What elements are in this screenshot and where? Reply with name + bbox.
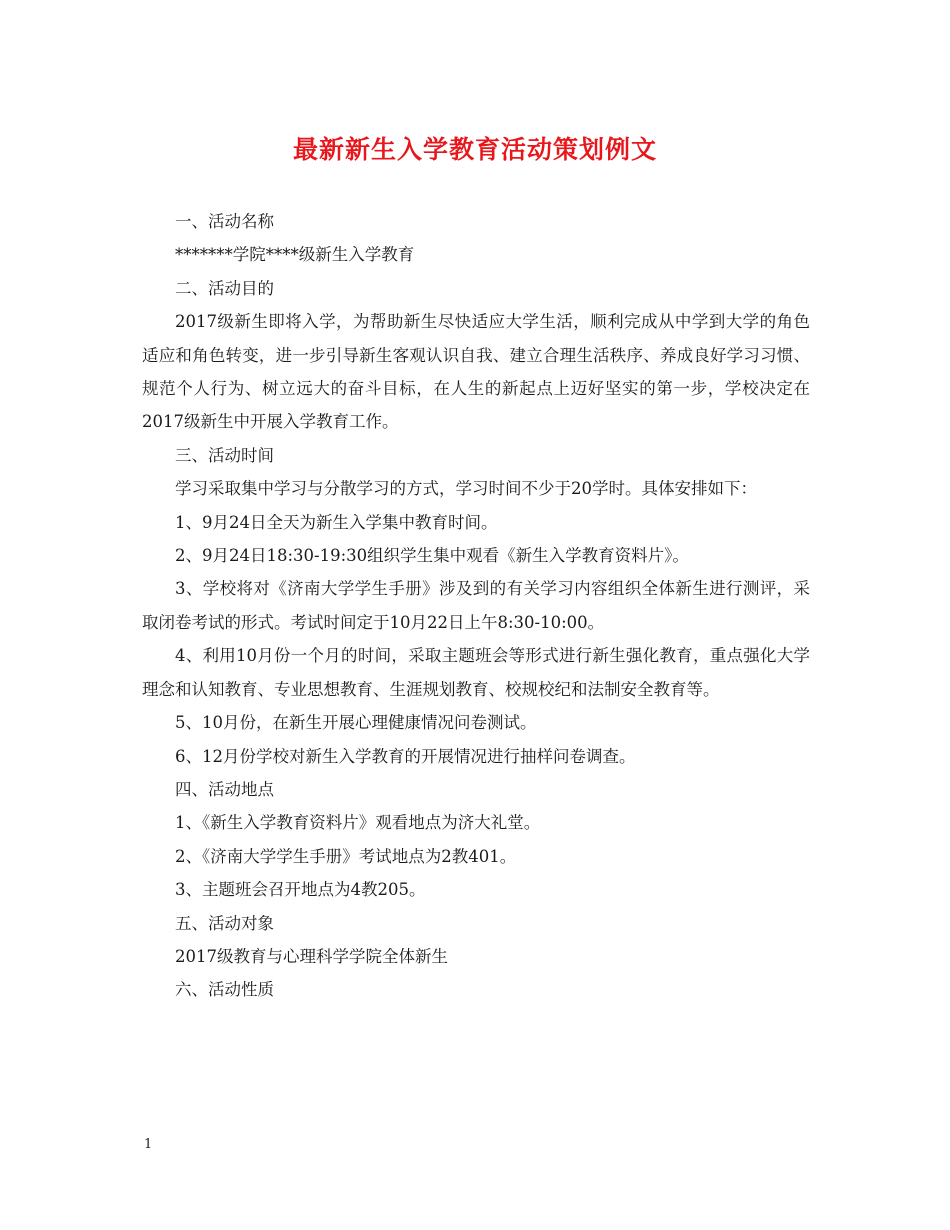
list-item: 4、利用10月份一个月的时间，采取主题班会等形式进行新生强化教育，重点强化大学理念和认知教育、专业思想教育、生涯规划教育、校规校纪和法制安全教育等。 (142, 646, 810, 699)
list-item: 3、学校将对《济南大学学生手册》涉及到的有关学习内容组织全体新生进行测评，采取闭卷考试的形式。考试时间定于10月22日上午8:30-10:00。 (142, 579, 810, 632)
section-heading: 一、活动名称 (175, 212, 274, 231)
paragraph: 2017级新生即将入学，为帮助新生尽快适应大学生活，顺利完成从中学到大学的角色适应和角色转变，进一步引导新生客观认识自我、建立合理生活秩序、养成良好学习习惯、规范个人行为、树立远大的奋斗目标，在人生的新起点上迈好坚实的第一步，学校决定在2017级新生中开展入学教育工作。 (142, 312, 810, 432)
page-number: 1 (144, 1137, 153, 1152)
paragraph: 学习采取集中学习与分散学习的方式，学习时间不少于20学时。具体安排如下： (175, 479, 757, 499)
paragraph: *******学院****级新生入学教育 (175, 245, 415, 265)
list-item: 3、主题班会召开地点为4教205。 (175, 880, 426, 900)
list-item: 2、9月24日18:30-19:30组织学生集中观看《新生入学教育资料片》。 (175, 546, 689, 566)
list-item: 2、《济南大学学生手册》考试地点为2教401。 (175, 846, 517, 866)
page-title: 最新新生入学教育活动策划例文 (292, 135, 657, 164)
section-heading: 三、活动时间 (175, 445, 274, 465)
section-heading: 四、活动地点 (175, 779, 274, 799)
paragraph: 2017级教育与心理科学学院全体新生 (175, 946, 448, 966)
list-item: 1、9月24日全天为新生入学集中教育时间。 (175, 512, 498, 532)
section-heading: 二、活动目的 (175, 278, 274, 298)
document-body (142, 205, 810, 1007)
section-heading: 五、活动对象 (175, 913, 274, 933)
section-heading: 六、活动性质 (175, 980, 274, 1000)
list-item: 1、《新生入学教育资料片》观看地点为济大礼堂。 (175, 813, 541, 833)
list-item: 6、12月份学校对新生入学教育的开展情况进行抽样问卷调查。 (175, 746, 636, 766)
list-item: 5、10月份，在新生开展心理健康情况问卷测试。 (175, 713, 537, 733)
